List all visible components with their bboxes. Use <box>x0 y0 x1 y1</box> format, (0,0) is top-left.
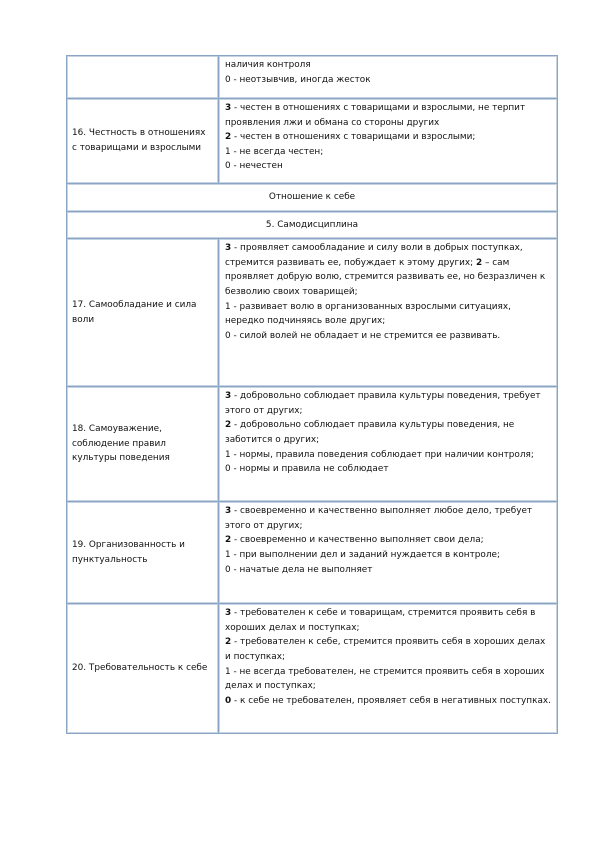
score-number: 3 <box>225 608 232 619</box>
score-text: - требователен к себе и товарищам, стремится проявить себя в хороших делах и поступках; <box>225 608 536 633</box>
description-line: 0 - неотзывчив, иногда жесток <box>225 74 371 85</box>
score-text: - честен в отношениях с товарищами и взрослыми; <box>231 132 476 143</box>
table-cell-empty <box>67 56 219 99</box>
table-row <box>67 387 558 502</box>
score-number: 2 <box>225 132 232 143</box>
table-row <box>67 99 558 184</box>
description-item <box>225 145 552 160</box>
score-text: - силой волей не обладает и не стремится ее развивать. <box>230 330 501 341</box>
criteria-name: 18. Самоуважение, соблюдение правил культуры поведения <box>67 387 219 502</box>
criteria-name: 19. Организованность и пунктуальность <box>67 502 219 604</box>
score-number: 0 <box>225 564 231 575</box>
score-number: 3 <box>225 506 232 517</box>
description-item <box>225 159 552 174</box>
criteria-description <box>219 99 558 184</box>
description-item <box>225 635 552 664</box>
score-number: 1 <box>225 666 231 677</box>
criteria-description <box>219 56 558 99</box>
score-text: - нечестен <box>230 161 283 172</box>
score-number: 0 <box>225 161 231 172</box>
score-text: - добровольно соблюдает правила культуры поведения, требует этого от других; <box>225 391 541 416</box>
score-number: 3 <box>225 103 232 113</box>
description-item <box>225 533 552 548</box>
description-item <box>225 462 552 477</box>
score-number: 0 <box>225 464 231 475</box>
description-item <box>225 130 552 145</box>
score-text: - своевременно и качественно выполняет любое дело, требует этого от других; <box>225 506 533 531</box>
score-text: - не всегда честен; <box>230 146 324 157</box>
score-text: - развивает волю в организованных взрослыми ситуациях, нередко подчиняясь воле других; <box>225 301 511 327</box>
score-number: 3 <box>225 243 232 254</box>
criteria-description <box>219 604 558 734</box>
score-text: - при выполнении дел и заданий нуждается в контроле; <box>230 549 500 560</box>
table-row <box>67 211 558 239</box>
criteria-name: 16. Честность в отношениях с товарищами и взрослыми <box>67 99 219 184</box>
criteria-table <box>66 55 558 734</box>
section-title: Отношение к себе <box>67 184 558 212</box>
description-item <box>225 504 552 533</box>
score-text: - честен в отношениях с товарищами и взрослыми, не терпит проявления лжи и обмана со стороны других <box>225 103 526 128</box>
criteria-description <box>219 502 558 604</box>
description-item <box>225 389 552 418</box>
description-item <box>225 548 552 563</box>
score-text: - нормы и правила не соблюдает <box>230 464 389 475</box>
subsection-title: 5. Самодисциплина <box>67 211 558 239</box>
score-number: 1 <box>225 146 231 157</box>
description-item <box>225 418 552 447</box>
description-item <box>225 563 552 578</box>
criteria-name: 20. Требовательность к себе <box>67 604 219 734</box>
score-number: 1 <box>225 549 231 560</box>
table-row <box>67 56 558 99</box>
score-number: 2 <box>225 420 232 431</box>
table-row <box>67 184 558 212</box>
description-item <box>225 665 552 694</box>
score-text: - не всегда требователен, не стремится проявить себя в хороших делах и поступках; <box>225 666 545 692</box>
description-item <box>225 101 552 130</box>
score-text: - начатые дела не выполняет <box>230 564 373 575</box>
score-number: 1 <box>225 449 231 460</box>
score-number: 0 <box>225 695 232 706</box>
table-row <box>67 604 558 734</box>
score-text: - добровольно соблюдает правила культуры поведения, не заботится о других; <box>225 420 515 445</box>
score-text: - нормы, правила поведения соблюдает при наличии контроля; <box>230 449 534 460</box>
criteria-name: 17. Самообладание и сила воли <box>67 239 219 387</box>
criteria-description <box>219 387 558 502</box>
description-line: наличия контроля <box>225 60 311 70</box>
score-text: - к себе не требователен, проявляет себя в негативных поступках. <box>231 695 551 706</box>
table-row <box>67 502 558 604</box>
score-text: - своевременно и качественно выполняет свои дела; <box>231 535 484 546</box>
score-text: - проявляет самообладание и силу воли в добрых поступках, стремится развивать ее, побуждает к этому других; <box>225 243 523 268</box>
score-number: 1 <box>225 301 231 312</box>
score-number: 3 <box>225 391 232 402</box>
score-number: 0 <box>225 330 231 341</box>
score-text: - требователен к себе, стремится проявить себя в хороших делах и поступках; <box>225 637 546 662</box>
description-item <box>225 448 552 463</box>
description-item <box>225 606 552 635</box>
score-number: 2 <box>225 535 232 546</box>
description-item <box>225 329 552 344</box>
table-row <box>67 239 558 387</box>
description-item <box>225 694 552 709</box>
criteria-description <box>219 239 558 387</box>
description-item <box>225 300 552 329</box>
score-number: 2 <box>475 257 483 268</box>
score-text: – сам проявляет добрую волю, стремится развивать ее, но безразличен к безволию своих товарищей; <box>225 257 546 297</box>
score-number: 2 <box>225 637 232 648</box>
